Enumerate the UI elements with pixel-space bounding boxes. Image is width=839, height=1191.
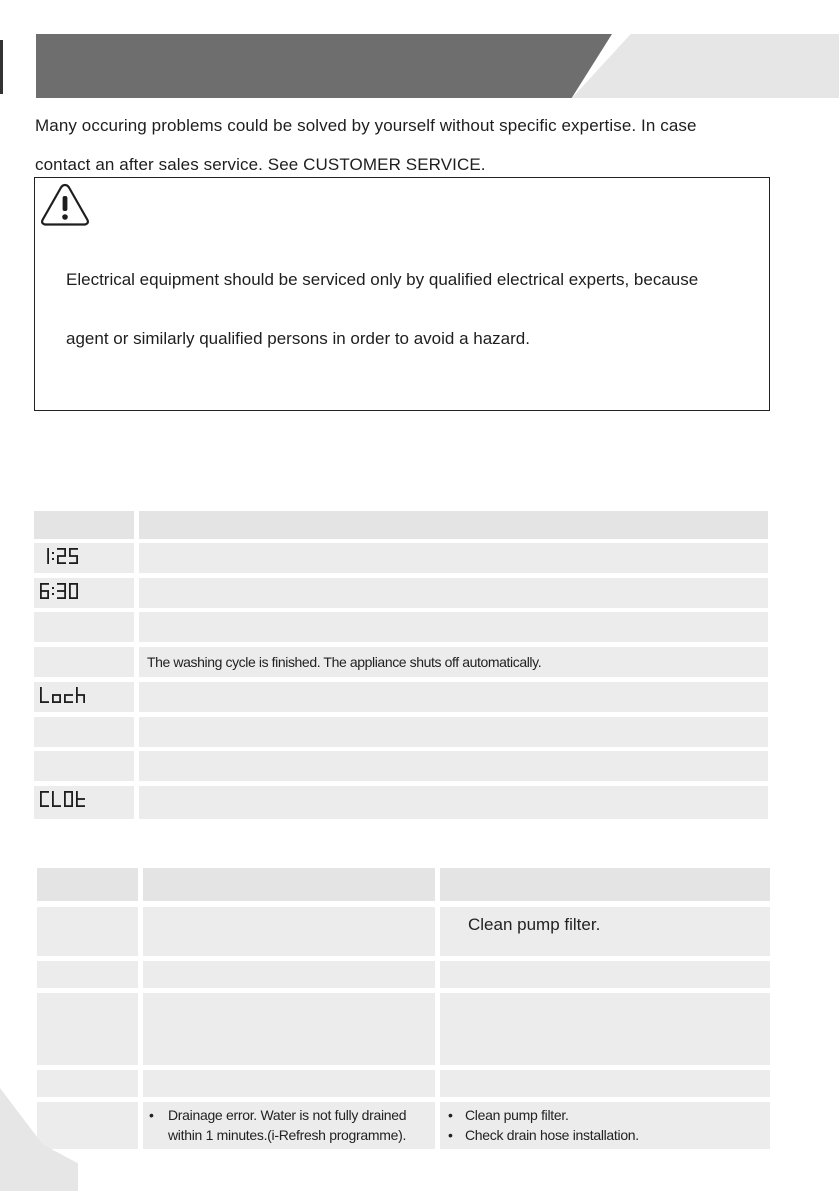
error-row-3-solution <box>440 993 770 1065</box>
description-cell <box>139 682 768 712</box>
display-cell <box>34 786 134 819</box>
bullet-dot: • <box>149 1107 154 1123</box>
display-table-row <box>34 578 768 608</box>
display-table-row <box>34 543 768 573</box>
warning-text-line-1: Electrical equipment should be serviced only by qualified electrical experts, because <box>66 270 699 289</box>
display-cell <box>34 751 134 781</box>
display-cell <box>34 647 134 677</box>
display-table-row <box>34 647 768 677</box>
error-row-1-solution <box>440 907 770 956</box>
display-cell <box>34 543 134 573</box>
error-table-header-solution <box>440 868 770 901</box>
error-table-header-code <box>37 868 138 901</box>
display-cell <box>34 511 134 539</box>
display-indicator <box>40 687 88 708</box>
error-row-2-code <box>37 961 138 988</box>
display-cell <box>34 717 134 747</box>
intro-line-2: contact an after sales service. See CUSTOMER SERVICE. <box>35 155 486 174</box>
description-cell <box>139 612 768 642</box>
cause-line-2: within 1 minutes.(i-Refresh programme). <box>168 1127 407 1143</box>
description-cell <box>139 578 768 608</box>
display-indicator <box>40 548 81 569</box>
error-row-2-cause <box>143 961 435 988</box>
error-row-3-cause <box>143 993 435 1065</box>
error-row-4-code <box>37 1070 138 1097</box>
display-indicator <box>40 583 81 604</box>
cause-line-1: Drainage error. Water is not fully drained <box>168 1107 407 1123</box>
error-row-5-code <box>37 1102 138 1149</box>
display-table-row <box>34 786 768 819</box>
error-row-5-solution <box>440 1102 770 1149</box>
error-row-5-cause <box>143 1102 435 1149</box>
description-cell <box>139 717 768 747</box>
warning-text-line-2: agent or similarly qualified persons in order to avoid a hazard. <box>66 329 530 348</box>
warning-triangle-icon <box>39 182 91 228</box>
display-cell <box>34 578 134 608</box>
error-row-1-solution-text: Clean pump filter. <box>468 915 601 934</box>
description-text: The washing cycle is finished. The appliance shuts off automatically. <box>147 654 542 670</box>
description-cell <box>139 543 768 573</box>
intro-line-1: Many occuring problems could be solved by yourself without specific expertise. In case <box>35 116 697 135</box>
error-row-4-solution <box>440 1070 770 1097</box>
display-indicator <box>40 791 88 812</box>
display-table-header <box>34 511 768 539</box>
error-row-1-cause <box>143 907 435 956</box>
error-row-3-code <box>37 993 138 1065</box>
solution-line-2: Check drain hose installation. <box>465 1127 639 1143</box>
display-cell <box>34 682 134 712</box>
bullet-dot: • <box>448 1127 453 1143</box>
display-table-row <box>34 717 768 747</box>
error-row-1-code <box>37 907 138 956</box>
page-edge-mark <box>0 40 3 94</box>
description-cell <box>139 751 768 781</box>
error-row-2-solution <box>440 961 770 988</box>
description-cell <box>139 511 768 539</box>
error-table-header-cause <box>143 868 435 901</box>
warning-box <box>34 177 770 411</box>
description-cell <box>139 647 768 677</box>
header-banner <box>36 34 612 98</box>
display-table-row <box>34 612 768 642</box>
solution-line-1: Clean pump filter. <box>465 1107 569 1123</box>
error-row-4-cause <box>143 1070 435 1097</box>
display-table-row <box>34 682 768 712</box>
display-table-row <box>34 751 768 781</box>
display-cell <box>34 612 134 642</box>
bullet-dot: • <box>448 1107 453 1123</box>
description-cell <box>139 786 768 819</box>
header-banner-accent <box>572 34 839 98</box>
